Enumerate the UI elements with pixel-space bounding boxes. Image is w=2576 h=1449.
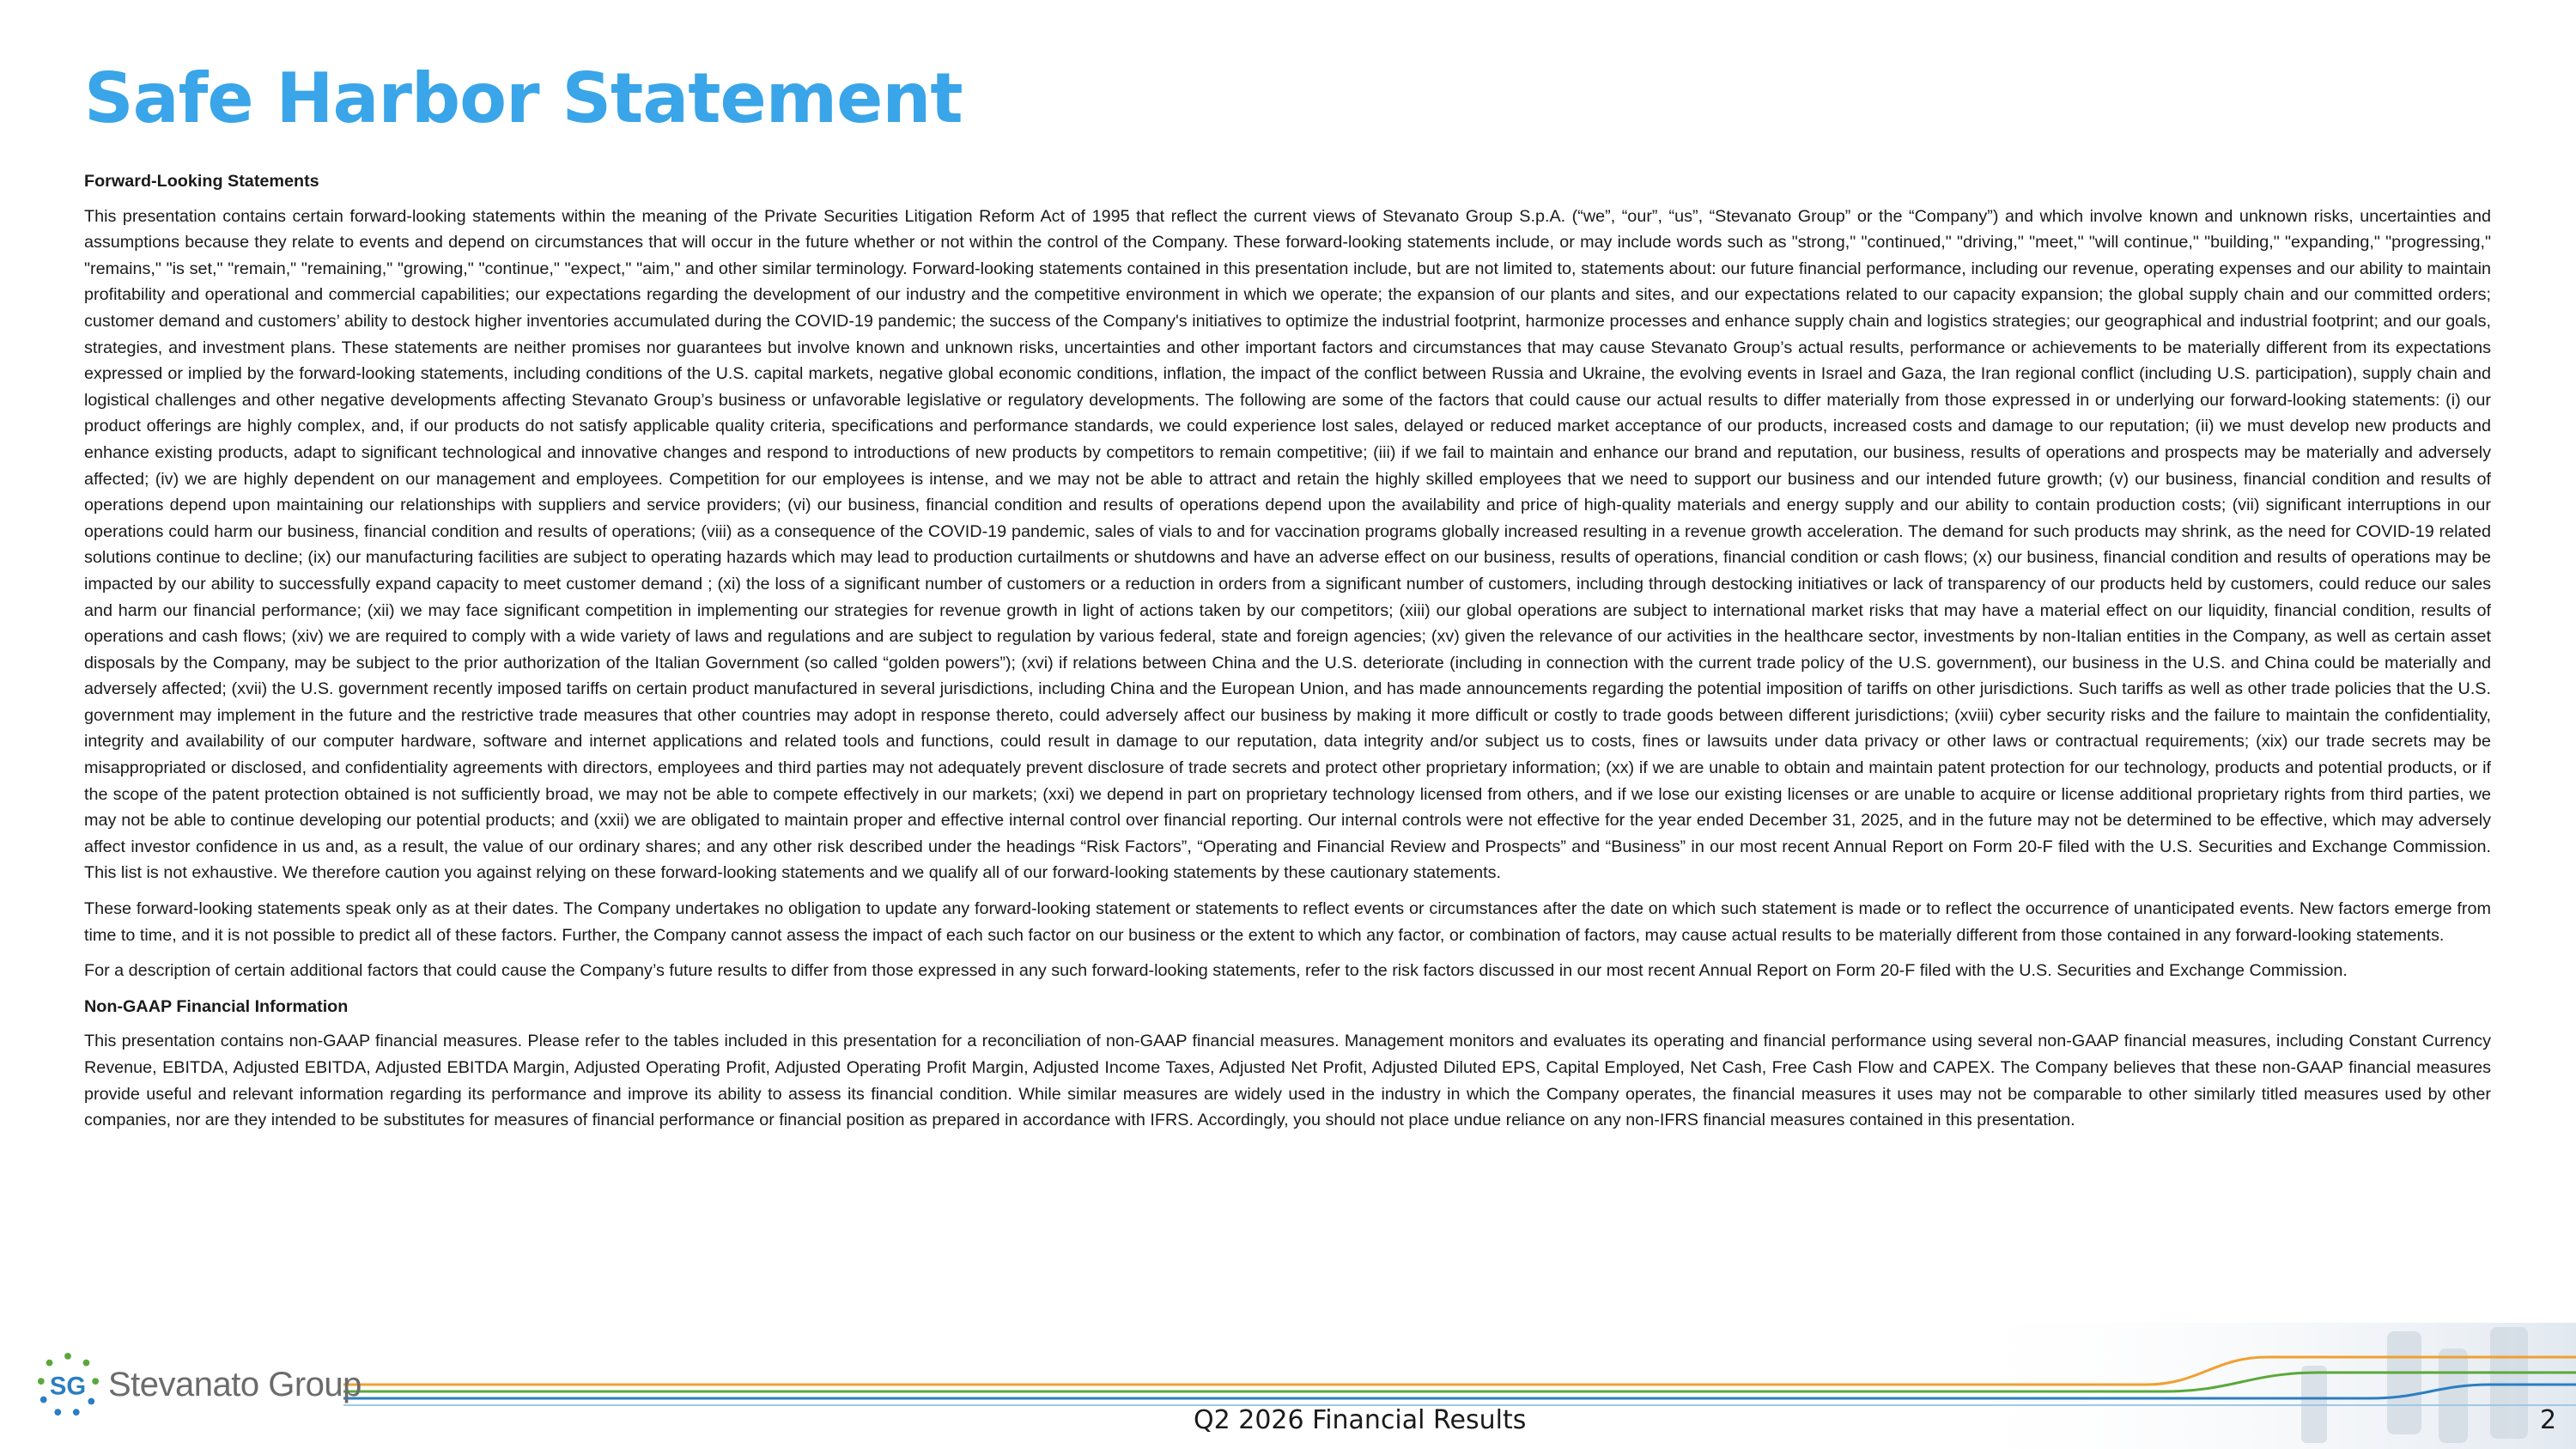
forward-looking-heading: Forward-Looking Statements bbox=[84, 172, 319, 191]
sg-logo-monogram: SG bbox=[49, 1373, 87, 1401]
page-title: Safe Harbor Statement bbox=[84, 58, 963, 138]
forward-looking-paragraph-3: For a description of certain additional factors that could cause the Company’s future results to differ from those expressed in any such forward-looking statements, refer to the risk factors discussed in our most recent Annual Report on Form 20-F filed with the U.S. Securities and Exchange Commission. bbox=[84, 961, 2348, 981]
footer-label: Q2 2026 Financial Results bbox=[1194, 1405, 1527, 1435]
non-gaap-paragraph: This presentation contains non-GAAP financial measures. Please refer to the tables included in this presentation for a reconciliation of non-GAAP financial measures. Management monitors and evaluates its operating and financial performance using several non-GAAP financial measures, including Constant Currency Revenue, EBITDA, Adjusted EBITDA, Adjusted EBITDA Margin, Adjusted Operating Profit, Adjusted Operating Profit Margin, Adjusted Income Taxes, Adjusted Net Profit, Adjusted Diluted EPS, Capital Employed, Net Cash, Free Cash Flow and CAPEX. The Company believes that these non-GAAP financial measures provide useful and relevant information regarding its performance and improve its ability to assess its financial condition. While similar measures are widely used in the industry in which the Company operates, the financial measures it uses may not be comparable to other similarly titled measures used by other companies, nor are they intended to be substitutes for measures of financial performance or financial position as prepared in accordance with IFRS. Accordingly, you should not place undue reliance on any non-IFRS financial measures contained in this presentation. bbox=[84, 1032, 2491, 1130]
forward-looking-paragraph-1: This presentation contains certain forward-looking statements within the meaning of the Private Securities Litigation Reform Act of 1995 that reflect the current views of Stevanato Group S.p.A. (“we”, “our”, “us”, “Stevanato Group” or the “Company”) and which involve known and unknown risks, uncertainties and assumptions because they relate to events and depend on circumstances that will occur in the future whether or not within the control of the Company. These forward-looking statements include, or may include words such as "strong," "continued," "driving," "meet," "will continue," "building," "expanding," "progressing," "remains," "is set," "remain," "remaining," "growing," "continue," "expect," "aim," and other similar terminology. Forward-looking statements contained in this presentation include, but are not limited to, statements about: our future financial performance, including our revenue, operating expenses and our ability to maintain profitability and operational and commercial capabilities; our expectations regarding the development of our industry and the competitive environment in which we operate; the expansion of our plants and sites, and our expectations related to our capacity expansion; the global supply chain and our committed orders; customer demand and customers’ ability to destock higher inventories accumulated during the COVID-19 pandemic; the success of the Company's initiatives to optimize the industrial footprint, harmonize processes and enhance supply chain and logistics strategies; our geographical and industrial footprint; and our goals, strategies, and investment plans. These statements are neither promises nor guarantees but involve known and unknown risks, uncertainties and other important factors and circumstances that may cause Stevanato Group’s actual results, performance or achievements to be materially different from its expectations expressed or implied by the forward-looking statements, including conditions of the U.S. capital markets, negative global economic conditions, inflation, the impact of the conflict between Russia and Ukraine, the evolving events in Israel and Gaza, the Iran regional conflict (including U.S. participation), supply chain and logistical challenges and other negative developments affecting Stevanato Group’s business or unfavorable legislative or regulatory developments. The following are some of the factors that could cause our actual results to differ materially from those expressed in or underlying our forward-looking statements: (i) our product offerings are highly complex, and, if our products do not satisfy applicable quality criteria, specifications and performance standards, we could experience lost sales, delayed or reduced market acceptance of our products, increased costs and damage to our reputation; (ii) we must develop new products and enhance existing products, adapt to significant technological and innovative changes and respond to introductions of new products by competitors to remain competitive; (iii) if we fail to maintain and enhance our brand and reputation, our business, results of operations and prospects may be materially and adversely affected; (iv) we are highly dependent on our management and employees. Competition for our employees is intense, and we may not be able to attract and retain the highly skilled employees that we need to support our business and our intended future growth; (v) our business, financial condition and results of operations depend upon maintaining our relationships with suppliers and service providers; (vi) our business, financial condition and results of operations depend upon the availability and price of high-quality materials and energy supply and our ability to contain production costs; (vii) significant interruptions in our operations could harm our business, financial condition and results of operations; (viii) as a consequence of the COVID-19 pandemic, sales of vials to and for vaccination programs globally increased resulting in a revenue growth acceleration. The demand for such products may shrink, as the need for COVID-19 related solutions continue to decline; (ix) our manufacturing facilities are subject to operating hazards which may lead to production curtailments or shutdowns and have an adverse effect on our business, results of operations, financial condition or cash flows; (x) our business, financial condition and results of operations may be impacted by our ability to successfully expand capacity to meet customer demand ; (xi) the loss of a significant number of customers or a reduction in orders from a significant number of customers, including through destocking initiatives or lack of transparency of our products held by customers, could reduce our sales and harm our financial performance; (xii) we may face significant competition in implementing our strategies for revenue growth in light of actions taken by our competitors; (xiii) our global operations are subject to international market risks that may have a material effect on our liquidity, financial condition, results of operations and cash flows; (xiv) we are required to comply with a wide variety of laws and regulations and are subject to regulation by various federal, state and foreign agencies; (xv) given the relevance of our activities in the healthcare sector, investments by non-Italian entities in the Company, as well as certain asset disposals by the Company, may be subject to the prior authorization of the Italian Government (so called “golden powers”); (xvi) if relations between China and the U.S. deteriorate (including in connection with the current trade policy of the U.S. government), our business in the U.S. and China could be materially and adversely affected; (xvii) the U.S. government recently imposed tariffs on certain product manufactured in several jurisdictions, including China and the European Union, and has made announcements regarding the potential imposition of tariffs on other jurisdictions. Such tariffs as well as other trade policies that the U.S. government may implement in the future and the restrictive trade measures that other countries may adopt in response thereto, could adversely affect our business by making it more difficult or costly to trade goods between different jurisdictions; (xviii) cyber security risks and the failure to maintain the confidentiality, integrity and availability of our computer hardware, software and internet applications and related tools and functions, could result in damage to our reputation, data integrity and/or subject us to costs, fines or lawsuits under data privacy or other laws or contractual requirements; (xix) our trade secrets may be misappropriated or disclosed, and confidentiality agreements with directors, employees and third parties may not adequately prevent disclosure of trade secrets and protect other proprietary information; (xx) if we are unable to obtain and maintain patent protection for our technology, products and potential products, or if the scope of the patent protection obtained is not sufficiently broad, we may not be able to compete effectively in our markets; (xxi) we depend in part on proprietary technology licensed from others, and if we lose our existing licenses or are unable to acquire or license additional proprietary rights from third parties, we may not be able to continue developing our potential products; and (xxii) we are obligated to maintain proper and effective internal control over financial reporting. Our internal controls were not effective for the year ended December 31, 2025, and in the future may not be determined to be effective, which may adversely affect investor confidence in us and, as a result, the value of our ordinary shares; and any other risk described under the headings “Risk Factors”, “Operating and Financial Review and Prospects” and “Business” in our most recent Annual Report on Form 20-F filed with the U.S. Securities and Exchange Commission. This list is not exhaustive. We therefore caution you against relying on these forward-looking statements and we qualify all of our forward-looking statements by these cautionary statements. bbox=[84, 206, 2491, 883]
page-number: 2 bbox=[2540, 1405, 2557, 1435]
forward-looking-paragraph-2: These forward-looking statements speak only as at their dates. The Company undertakes no obligation to update any forward-looking statement or statements to reflect events or circumstances after the date on which such statement is made or to reflect the occurrence of unanticipated events. New factors emerge from time to time, and it is not possible to predict all of these factors. Further, the Company cannot assess the impact of each such factor on our business or the extent to which any factor, or combination of factors, may cause actual results to be materially different from those contained in any forward-looking statements. bbox=[84, 899, 2491, 945]
sg-logo-icon bbox=[34, 1351, 101, 1418]
stevanato-logo bbox=[34, 1350, 361, 1419]
logo-wordmark: Stevanato Group bbox=[108, 1365, 361, 1403]
non-gaap-heading: Non-GAAP Financial Information bbox=[84, 996, 349, 1016]
safe-harbor-body bbox=[84, 168, 2491, 1143]
